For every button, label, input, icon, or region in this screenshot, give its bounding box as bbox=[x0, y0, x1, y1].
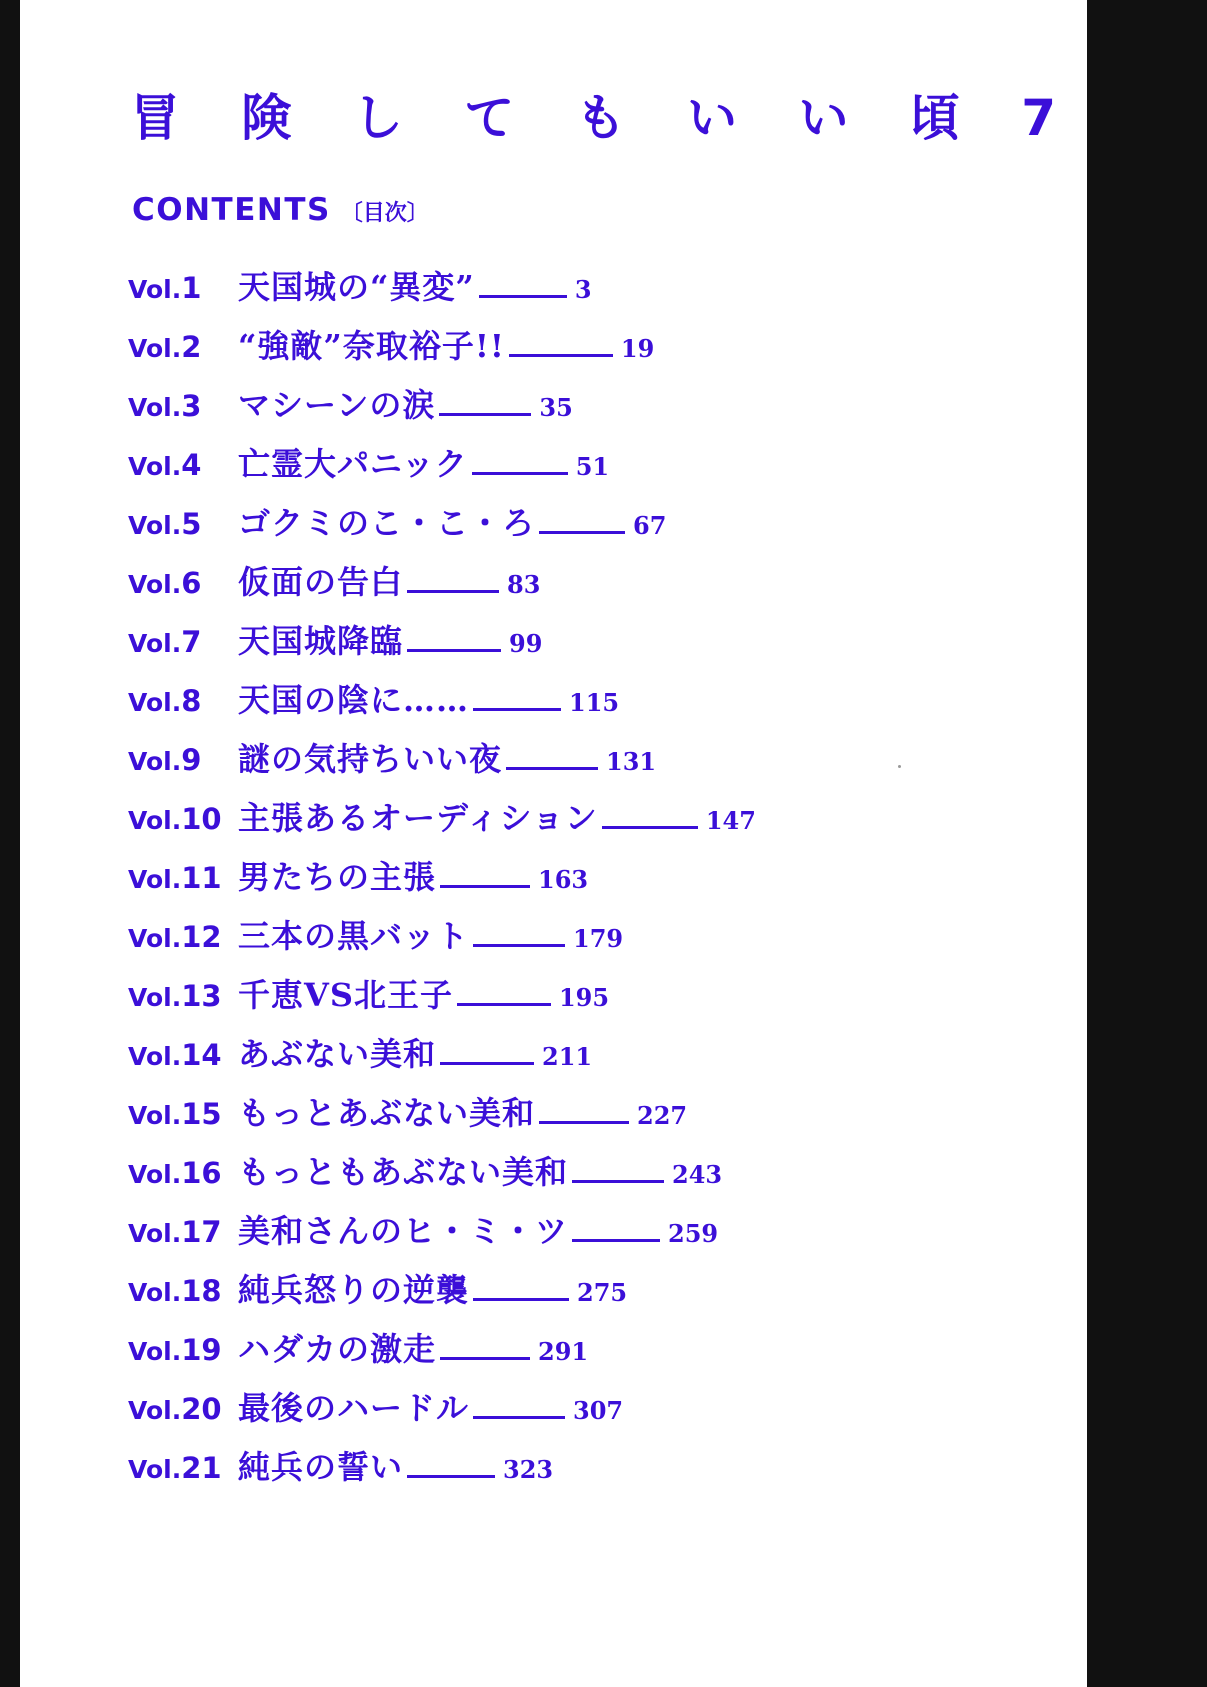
toc-chapter-title: 謎の気持ちいい夜 bbox=[238, 740, 503, 778]
toc-volume-prefix: Vol. bbox=[128, 924, 182, 953]
toc-volume-label bbox=[128, 920, 238, 954]
toc-page-number: 195 bbox=[558, 983, 610, 1012]
toc-leader-line bbox=[473, 708, 561, 711]
toc-leader-line bbox=[509, 354, 613, 357]
toc-volume-number: 3 bbox=[181, 389, 202, 423]
toc-volume-prefix: Vol. bbox=[128, 275, 182, 304]
toc-leader-line bbox=[473, 1416, 565, 1419]
toc-volume-label bbox=[128, 861, 238, 895]
paper-speck bbox=[898, 765, 901, 768]
toc-page-number: 115 bbox=[569, 688, 620, 717]
toc-chapter-title: 天国城降臨 bbox=[238, 622, 404, 660]
toc-chapter-title: 亡霊大パニック bbox=[238, 445, 468, 483]
toc-leader-line bbox=[457, 1003, 551, 1006]
toc-page-number: 163 bbox=[538, 865, 589, 894]
toc-chapter-title: もっとあぶない美和 bbox=[238, 1094, 536, 1132]
toc-volume-label bbox=[128, 507, 238, 541]
toc-volume-number: 7 bbox=[181, 625, 202, 659]
toc-row[interactable] bbox=[128, 734, 988, 793]
toc-volume-number: 9 bbox=[181, 743, 202, 777]
toc-volume-number: 5 bbox=[181, 507, 202, 541]
toc-volume-label bbox=[128, 1274, 238, 1308]
toc-page-number: 291 bbox=[538, 1337, 589, 1366]
toc-page-number: 147 bbox=[705, 806, 756, 835]
toc-chapter-title: 主張あるオーディション bbox=[238, 799, 598, 837]
toc-volume-label bbox=[128, 802, 238, 836]
toc-volume-label bbox=[128, 1392, 238, 1426]
toc-chapter-title: 千恵VS北王子 bbox=[238, 976, 453, 1014]
toc-volume-prefix: Vol. bbox=[128, 1337, 182, 1366]
toc-chapter-title: “強敵”奈取裕子!! bbox=[238, 327, 505, 365]
toc-volume-prefix: Vol. bbox=[128, 570, 182, 599]
toc-volume-number: 8 bbox=[181, 684, 202, 718]
toc-row[interactable] bbox=[128, 1147, 988, 1206]
toc-page-number: 67 bbox=[633, 511, 667, 540]
toc-page-number: 51 bbox=[575, 452, 610, 481]
toc-row[interactable] bbox=[128, 1324, 988, 1383]
toc-row[interactable] bbox=[128, 498, 988, 557]
toc-row[interactable] bbox=[128, 1206, 988, 1265]
toc-chapter-title: あぶない美和 bbox=[238, 1035, 437, 1073]
toc-volume-prefix: Vol. bbox=[128, 334, 182, 363]
toc-volume-number: 21 bbox=[181, 1451, 222, 1485]
toc-leader-line bbox=[407, 1475, 495, 1478]
toc-chapter-title: 仮面の告白 bbox=[238, 563, 404, 601]
toc-volume-number: 10 bbox=[181, 802, 222, 836]
toc-row[interactable] bbox=[128, 970, 988, 1029]
toc-volume-prefix: Vol. bbox=[128, 1042, 182, 1071]
toc-volume-number: 14 bbox=[181, 1038, 222, 1072]
toc-volume-label bbox=[128, 389, 238, 423]
toc-row[interactable] bbox=[128, 1029, 988, 1088]
toc-chapter-title: もっともあぶない美和 bbox=[238, 1153, 569, 1191]
toc-volume-prefix: Vol. bbox=[128, 393, 182, 422]
toc-page-number: 99 bbox=[509, 629, 543, 658]
toc-volume-prefix: Vol. bbox=[128, 629, 182, 658]
table-of-contents bbox=[128, 262, 988, 1501]
toc-chapter-title: マシーンの涙 bbox=[238, 386, 436, 424]
toc-volume-number: 11 bbox=[181, 861, 222, 895]
toc-page-number: 227 bbox=[637, 1101, 688, 1130]
toc-volume-prefix: Vol. bbox=[128, 688, 182, 717]
toc-leader-line bbox=[439, 413, 531, 416]
toc-volume-label bbox=[128, 625, 238, 659]
toc-leader-line bbox=[479, 295, 567, 298]
toc-row[interactable] bbox=[128, 557, 988, 616]
toc-page-number: 275 bbox=[577, 1278, 628, 1307]
toc-row[interactable] bbox=[128, 1265, 988, 1324]
toc-row[interactable] bbox=[128, 321, 988, 380]
toc-volume-number: 2 bbox=[181, 330, 202, 364]
toc-chapter-title: 最後のハードル bbox=[238, 1389, 470, 1427]
toc-row[interactable] bbox=[128, 1088, 988, 1147]
toc-volume-number: 6 bbox=[181, 566, 202, 600]
toc-volume-prefix: Vol. bbox=[128, 1278, 182, 1307]
toc-row[interactable] bbox=[128, 793, 988, 852]
toc-page-number: 131 bbox=[606, 747, 657, 776]
toc-volume-label bbox=[128, 271, 238, 305]
toc-row[interactable] bbox=[128, 439, 988, 498]
toc-row[interactable] bbox=[128, 616, 988, 675]
toc-page-number: 35 bbox=[539, 393, 573, 422]
toc-volume-number: 13 bbox=[181, 979, 222, 1013]
toc-volume-label bbox=[128, 684, 238, 718]
toc-chapter-title: 美和さんのヒ・ミ・ツ bbox=[238, 1212, 569, 1250]
toc-row[interactable] bbox=[128, 262, 988, 321]
toc-volume-number: 12 bbox=[181, 920, 222, 954]
toc-row[interactable] bbox=[128, 1383, 988, 1442]
toc-volume-number: 20 bbox=[181, 1392, 222, 1426]
contents-label-en: CONTENTS bbox=[132, 192, 331, 228]
toc-volume-label bbox=[128, 1038, 238, 1072]
toc-volume-label bbox=[128, 1215, 238, 1249]
toc-leader-line bbox=[572, 1239, 660, 1242]
toc-volume-prefix: Vol. bbox=[128, 1396, 182, 1425]
toc-page-number: 259 bbox=[668, 1219, 719, 1248]
toc-leader-line bbox=[473, 1298, 569, 1301]
toc-page-number: 3 bbox=[574, 275, 592, 304]
toc-row[interactable] bbox=[128, 1442, 988, 1501]
toc-volume-label bbox=[128, 979, 238, 1013]
toc-page-number: 211 bbox=[542, 1042, 593, 1071]
toc-volume-prefix: Vol. bbox=[128, 806, 182, 835]
contents-heading bbox=[132, 192, 429, 228]
toc-volume-prefix: Vol. bbox=[128, 1219, 182, 1248]
toc-leader-line bbox=[440, 885, 530, 888]
toc-chapter-title: 天国の陰に…… bbox=[238, 681, 470, 719]
toc-chapter-title: ゴクミのこ・こ・ろ bbox=[238, 504, 536, 542]
book-title: 冒 険 し て も い い 頃 7 bbox=[130, 89, 1079, 147]
book-page bbox=[20, 0, 1087, 1687]
toc-volume-prefix: Vol. bbox=[128, 747, 182, 776]
toc-volume-label bbox=[128, 448, 238, 482]
toc-leader-line bbox=[506, 767, 598, 770]
toc-page-number: 323 bbox=[503, 1455, 554, 1484]
toc-volume-prefix: Vol. bbox=[128, 1160, 182, 1189]
toc-page-number: 83 bbox=[507, 570, 541, 599]
toc-volume-number: 16 bbox=[181, 1156, 222, 1190]
toc-volume-label bbox=[128, 330, 238, 364]
toc-volume-prefix: Vol. bbox=[128, 1101, 182, 1130]
toc-volume-label bbox=[128, 1451, 238, 1485]
toc-volume-prefix: Vol. bbox=[128, 983, 182, 1012]
toc-leader-line bbox=[440, 1357, 530, 1360]
toc-leader-line bbox=[407, 590, 499, 593]
toc-volume-number: 18 bbox=[181, 1274, 222, 1308]
toc-chapter-title: 純兵怒りの逆襲 bbox=[238, 1271, 470, 1309]
toc-chapter-title: 男たちの主張 bbox=[238, 858, 437, 896]
toc-volume-prefix: Vol. bbox=[128, 511, 182, 540]
toc-chapter-title: 純兵の誓い bbox=[238, 1448, 404, 1486]
toc-row[interactable] bbox=[128, 675, 988, 734]
toc-volume-number: 19 bbox=[181, 1333, 222, 1367]
left-frame-bar bbox=[0, 0, 20, 1687]
toc-volume-label bbox=[128, 1156, 238, 1190]
toc-row[interactable] bbox=[128, 852, 988, 911]
toc-row[interactable] bbox=[128, 380, 988, 439]
toc-leader-line bbox=[473, 944, 565, 947]
toc-volume-label bbox=[128, 743, 238, 777]
toc-leader-line bbox=[539, 531, 625, 534]
toc-leader-line bbox=[472, 472, 568, 475]
toc-volume-prefix: Vol. bbox=[128, 1455, 182, 1484]
toc-volume-number: 17 bbox=[181, 1215, 222, 1249]
toc-leader-line bbox=[440, 1062, 534, 1065]
toc-volume-number: 15 bbox=[181, 1097, 222, 1131]
toc-chapter-title: ハダカの激走 bbox=[238, 1330, 437, 1368]
toc-volume-label bbox=[128, 1333, 238, 1367]
toc-leader-line bbox=[539, 1121, 629, 1124]
toc-volume-prefix: Vol. bbox=[128, 865, 182, 894]
toc-chapter-title: 天国城の“異変” bbox=[238, 268, 475, 306]
toc-leader-line bbox=[602, 826, 698, 829]
contents-label-jp: 〔目次〕 bbox=[340, 201, 429, 226]
toc-leader-line bbox=[572, 1180, 664, 1183]
toc-page-number: 307 bbox=[573, 1396, 624, 1425]
toc-volume-number: 4 bbox=[181, 448, 202, 482]
toc-volume-label bbox=[128, 1097, 238, 1131]
toc-leader-line bbox=[407, 649, 501, 652]
toc-page-number: 19 bbox=[620, 334, 655, 363]
toc-volume-label bbox=[128, 566, 238, 600]
toc-chapter-title: 三本の黒バット bbox=[238, 917, 470, 955]
right-frame-bar bbox=[1087, 0, 1207, 1687]
toc-page-number: 243 bbox=[672, 1160, 723, 1189]
toc-volume-number: 1 bbox=[181, 271, 202, 305]
toc-volume-prefix: Vol. bbox=[128, 452, 182, 481]
toc-page-number: 179 bbox=[573, 924, 624, 953]
toc-row[interactable] bbox=[128, 911, 988, 970]
